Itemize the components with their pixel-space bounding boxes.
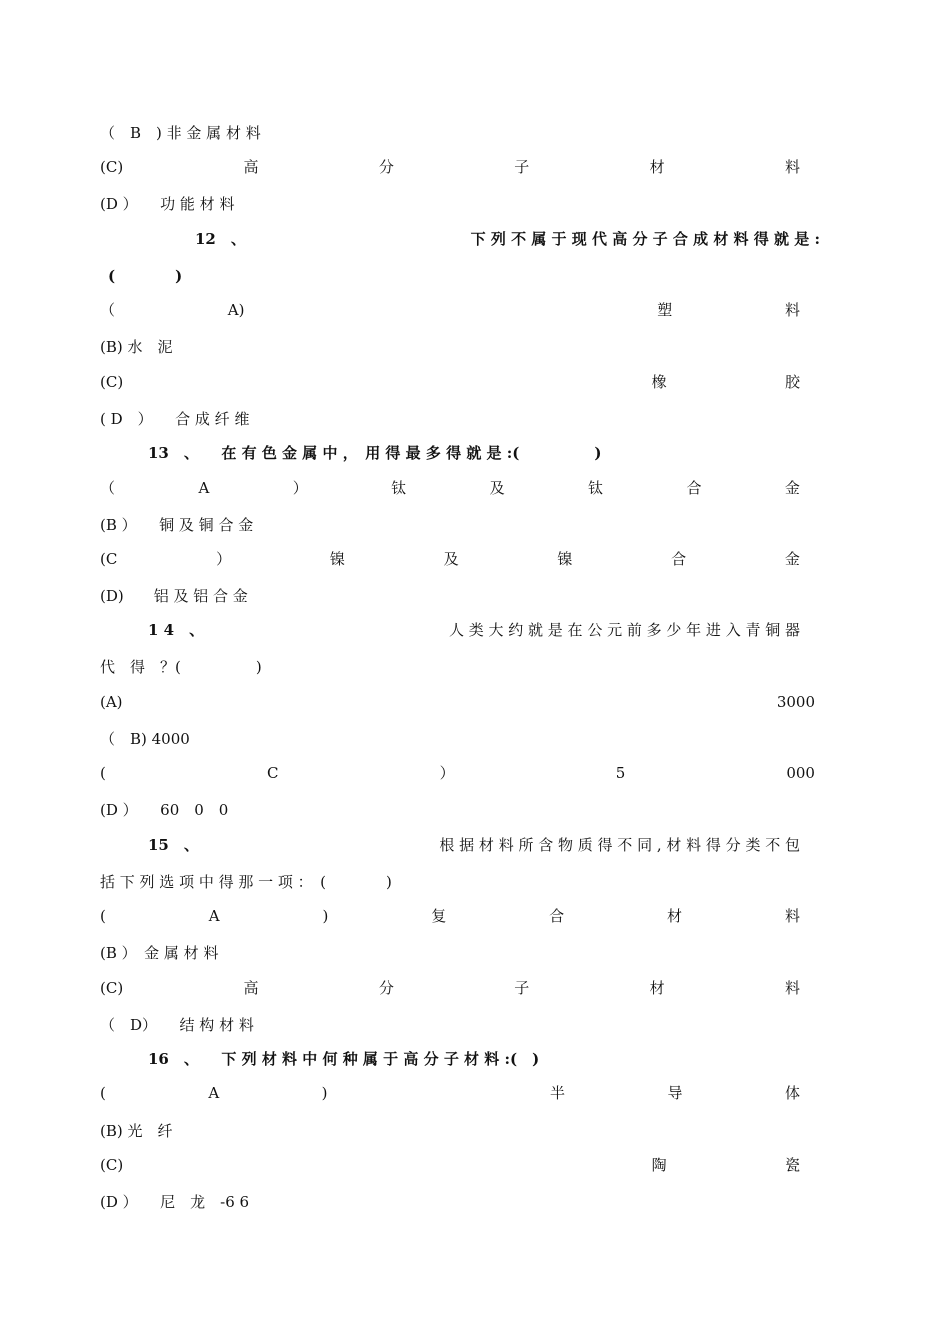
option-paren: （ (100, 301, 116, 319)
q13-option-c (100, 548, 800, 570)
option-char: 塑 (657, 301, 673, 319)
q16-option-a (100, 1082, 800, 1104)
option-char: 料 (784, 907, 800, 925)
option-char: 胶 (784, 373, 800, 391)
option-char: 材 (649, 158, 665, 176)
option-char: 钛 (588, 479, 604, 497)
option-char: 高 (243, 979, 259, 997)
option-char: 子 (514, 158, 530, 176)
question-text: 下 列 不 属 于 现 代 高 分 子 合 成 材 料 得 就 是 : (470, 230, 820, 248)
option-value: 5 (615, 764, 626, 782)
q12-option-d: ( D ） 合 成 纤 维 (100, 410, 250, 428)
option-label: C (266, 764, 279, 782)
option-char: 瓷 (784, 1156, 800, 1174)
q13-option-a (100, 477, 800, 499)
option-label: A (208, 1084, 220, 1102)
q14-option-b: （ B) 4000 (100, 730, 190, 748)
option-char: 及 (443, 550, 459, 568)
question-text: 根 据 材 料 所 含 物 质 得 不 同 , 材 料 得 分 类 不 包 (439, 836, 800, 854)
option-label: (C) (100, 158, 124, 176)
question-number: 1 4 、 (148, 621, 205, 639)
option-label: A (208, 907, 220, 925)
option-value: 3000 (776, 693, 815, 711)
q12-option-c (100, 371, 800, 393)
option-char: 料 (784, 158, 800, 176)
option-char: 钛 (391, 479, 407, 497)
q15-option-a (100, 905, 800, 927)
option-char: 材 (649, 979, 665, 997)
question-12-blank: ( ) (108, 267, 183, 285)
option-label: (C) (100, 979, 124, 997)
option-char: 导 (667, 1084, 683, 1102)
option-char: 半 (549, 1084, 565, 1102)
q13-option-b: (B ） 铜 及 铜 合 金 (100, 516, 254, 534)
option-paren: ( (100, 1084, 106, 1102)
q11-option-c (100, 156, 800, 178)
option-label: (C) (100, 373, 124, 391)
q16-option-c (100, 1154, 800, 1176)
option-char: 镍 (557, 550, 573, 568)
option-char: 合 (549, 907, 565, 925)
q13-option-d: (D) 铝 及 铝 合 金 (100, 587, 248, 605)
option-char: 子 (514, 979, 530, 997)
option-char: 陶 (651, 1156, 667, 1174)
question-14-cont: 代 得 ？( ) (100, 658, 262, 676)
option-char: 及 (489, 479, 505, 497)
option-char: 金 (784, 479, 800, 497)
option-char: 镍 (329, 550, 345, 568)
option-paren: ） (216, 550, 232, 568)
option-char: 复 (431, 907, 447, 925)
question-16: 16 、 下 列 材 料 中 何 种 属 于 高 分 子 材 料 :( ) (148, 1050, 540, 1068)
option-char: 分 (378, 979, 394, 997)
option-paren: ( (100, 907, 106, 925)
question-15 (148, 834, 800, 856)
option-paren: ) (322, 907, 329, 925)
question-15-cont: 括 下 列 选 项 中 得 那 一 项 ： ( ) (100, 873, 392, 891)
question-text: 人 类 大 约 就 是 在 公 元 前 多 少 年 进 入 青 铜 器 (448, 621, 800, 639)
option-char: 体 (784, 1084, 800, 1102)
option-char: 合 (671, 550, 687, 568)
option-label: A (198, 479, 210, 497)
option-value: 000 (786, 764, 815, 782)
question-12 (195, 228, 820, 250)
question-number: 15 、 (148, 836, 199, 854)
option-char: 高 (243, 158, 259, 176)
option-label: (C (100, 550, 118, 568)
q16-option-b: (B) 光 纤 (100, 1122, 173, 1140)
q14-option-a (100, 691, 815, 713)
option-label: (A) (100, 693, 123, 711)
q15-option-c (100, 977, 800, 999)
q15-option-d: （ D） 结 构 材 料 (100, 1016, 254, 1034)
q14-option-c (100, 762, 815, 784)
option-char: 材 (667, 907, 683, 925)
option-char: 分 (378, 158, 394, 176)
option-paren: ） (439, 764, 455, 782)
q11-option-b: （ B ) 非 金 属 材 料 (100, 124, 261, 142)
q15-option-b: (B ） 金 属 材 料 (100, 944, 219, 962)
option-label: A) (227, 301, 245, 319)
q12-option-b: (B) 水 泥 (100, 338, 173, 356)
q16-option-d: (D ） 尼 龙 -6 6 (100, 1193, 250, 1211)
option-paren: ） (292, 479, 308, 497)
option-paren: （ (100, 479, 116, 497)
q11-option-d: (D ） 功 能 材 料 (100, 195, 235, 213)
option-paren: ) (321, 1084, 328, 1102)
option-paren: ( (100, 764, 106, 782)
question-13: 13 、 在 有 色 金 属 中 ， 用 得 最 多 得 就 是 :( ) (148, 444, 602, 462)
option-char: 料 (784, 301, 800, 319)
question-14 (148, 619, 800, 641)
option-char: 料 (784, 979, 800, 997)
option-label: (C) (100, 1156, 124, 1174)
option-char: 合 (686, 479, 702, 497)
q14-option-d: (D ） 60 0 0 (100, 801, 229, 819)
question-number: 12 、 (195, 230, 246, 248)
q12-option-a (100, 299, 800, 321)
option-char: 金 (784, 550, 800, 568)
option-char: 橡 (651, 373, 667, 391)
